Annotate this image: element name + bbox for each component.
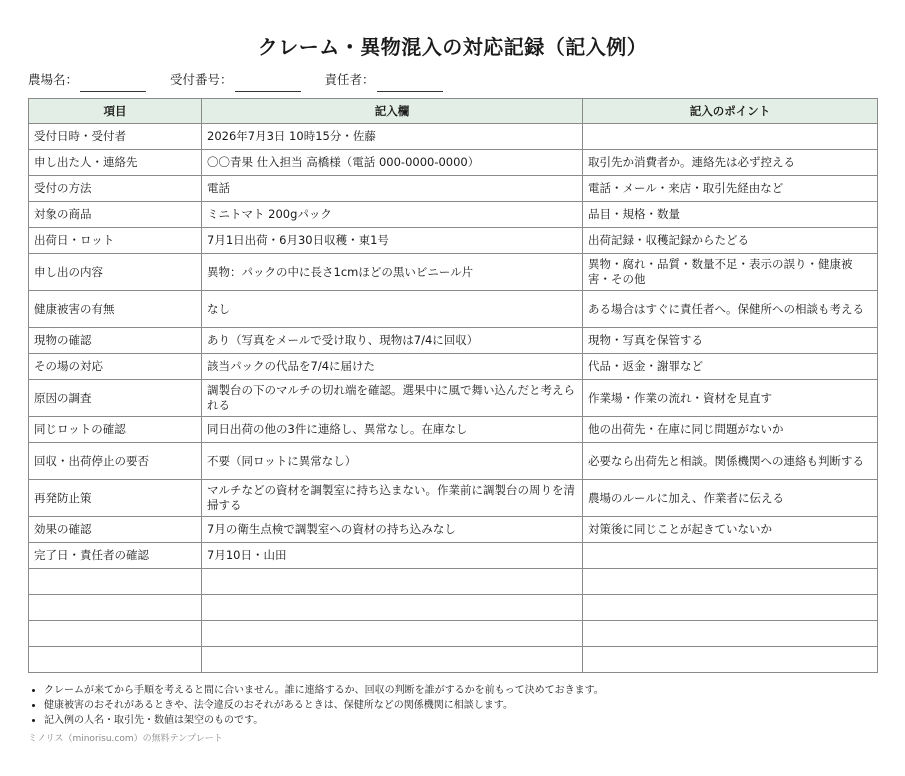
table-row — [29, 380, 878, 417]
manager-blank[interactable] — [377, 76, 443, 92]
entry-cell[interactable]: 該当パックの代品を7/4に届けた — [202, 354, 583, 380]
note-item: • 健康被害のおそれがあるときや、法令違反のおそれがあるときは、保健所などの関係機関に相談します。 — [44, 698, 877, 713]
table-row — [29, 328, 878, 354]
table-row — [29, 595, 878, 621]
item-cell: 回収・出荷停止の要否 — [29, 443, 202, 480]
farm-name-field[interactable] — [28, 68, 146, 92]
table-row — [29, 228, 878, 254]
header-fields — [28, 68, 877, 92]
entry-cell[interactable]: 7月10日・山田 — [202, 543, 583, 569]
point-cell: 出荷記録・収穫記録からたどる — [583, 228, 878, 254]
entry-cell[interactable] — [202, 647, 583, 673]
footer-credit: ミノリス（minorisu.com）の無料テンプレート — [28, 734, 223, 744]
entry-cell[interactable]: 調製台の下のマルチの切れ端を確認。選果中に風で舞い込んだと考えられる — [202, 380, 583, 417]
entry-cell[interactable] — [202, 621, 583, 647]
entry-cell[interactable]: 7月の衛生点検で調製室への資材の持ち込みなし — [202, 517, 583, 543]
table-row — [29, 254, 878, 291]
table-row — [29, 417, 878, 443]
item-cell: その場の対応 — [29, 354, 202, 380]
table-row — [29, 291, 878, 328]
entry-cell[interactable]: 同日出荷の他の3件に連絡し、異常なし。在庫なし — [202, 417, 583, 443]
item-cell: 同じロットの確認 — [29, 417, 202, 443]
table-row — [29, 354, 878, 380]
point-cell: 作業場・作業の流れ・資材を見直す — [583, 380, 878, 417]
entry-cell[interactable]: あり（写真をメールで受け取り、現物は7/4に回収） — [202, 328, 583, 354]
point-cell: 品目・規格・数量 — [583, 202, 878, 228]
point-cell: 対策後に同じことが起きていないか — [583, 517, 878, 543]
column-header-point: 記入のポイント — [583, 99, 878, 124]
table-row — [29, 202, 878, 228]
item-cell: 出荷日・ロット — [29, 228, 202, 254]
table-row — [29, 647, 878, 673]
point-cell: ある場合はすぐに責任者へ。保健所への相談も考える — [583, 291, 878, 328]
entry-cell[interactable]: 7月1日出荷・6月30日収穫・東1号 — [202, 228, 583, 254]
table-row — [29, 517, 878, 543]
item-cell: 受付日時・受付者 — [29, 124, 202, 150]
entry-cell[interactable] — [202, 569, 583, 595]
point-cell: 必要なら出荷先と相談。関係機関への連絡も判断する — [583, 443, 878, 480]
notes-list — [28, 683, 877, 728]
point-cell: 現物・写真を保管する — [583, 328, 878, 354]
point-cell: 電話・メール・来店・取引先経由など — [583, 176, 878, 202]
record-table — [28, 98, 878, 673]
item-cell[interactable] — [29, 621, 202, 647]
table-row — [29, 480, 878, 517]
column-header-entry: 記入欄 — [202, 99, 583, 124]
point-cell — [583, 124, 878, 150]
table-header-row — [29, 99, 878, 124]
receipt-number-label: 受付番号： — [170, 72, 233, 87]
table-row — [29, 569, 878, 595]
point-cell: 農場のルールに加え、作業者に伝える — [583, 480, 878, 517]
item-cell[interactable] — [29, 595, 202, 621]
point-cell[interactable] — [583, 595, 878, 621]
entry-cell[interactable]: 〇〇青果 仕入担当 高橋様（電話 000-0000-0000） — [202, 150, 583, 176]
point-cell: 代品・返金・謝罪など — [583, 354, 878, 380]
entry-cell[interactable]: 2026年7月3日 10時15分・佐藤 — [202, 124, 583, 150]
item-cell[interactable] — [29, 647, 202, 673]
entry-cell[interactable] — [202, 595, 583, 621]
column-header-item: 項目 — [29, 99, 202, 124]
page-title: クレーム・異物混入の対応記録（記入例） — [257, 35, 648, 59]
entry-cell[interactable]: なし — [202, 291, 583, 328]
item-cell: 完了日・責任者の確認 — [29, 543, 202, 569]
point-cell — [583, 543, 878, 569]
table-row — [29, 543, 878, 569]
entry-cell[interactable]: 電話 — [202, 176, 583, 202]
table-row — [29, 443, 878, 480]
item-cell: 現物の確認 — [29, 328, 202, 354]
point-cell[interactable] — [583, 569, 878, 595]
entry-cell[interactable]: 異物：パックの中に長さ1cmほどの黒いビニール片 — [202, 254, 583, 291]
item-cell: 健康被害の有無 — [29, 291, 202, 328]
manager-label: 責任者： — [324, 72, 375, 87]
item-cell: 再発防止策 — [29, 480, 202, 517]
item-cell: 対象の商品 — [29, 202, 202, 228]
point-cell: 取引先か消費者か。連絡先は必ず控える — [583, 150, 878, 176]
point-cell[interactable] — [583, 647, 878, 673]
item-cell: 効果の確認 — [29, 517, 202, 543]
receipt-number-blank[interactable] — [235, 76, 301, 92]
manager-field[interactable] — [325, 68, 443, 92]
point-cell: 異物・腐れ・品質・数量不足・表示の誤り・健康被害・その他 — [583, 254, 878, 291]
farm-name-blank[interactable] — [80, 76, 146, 92]
entry-cell[interactable]: マルチなどの資材を調製室に持ち込まない。作業前に調製台の周りを清掃する — [202, 480, 583, 517]
table-row — [29, 621, 878, 647]
entry-cell[interactable]: ミニトマト 200gパック — [202, 202, 583, 228]
item-cell[interactable] — [29, 569, 202, 595]
table-row — [29, 150, 878, 176]
note-item: • クレームが来てから手順を考えると間に合いません。誰に連絡するか、回収の判断を誰がするかを前もって決めておきます。 — [44, 683, 877, 698]
item-cell: 受付の方法 — [29, 176, 202, 202]
point-cell: 他の出荷先・在庫に同じ問題がないか — [583, 417, 878, 443]
table-row — [29, 124, 878, 150]
table-body — [29, 124, 878, 673]
item-cell: 申し出た人・連絡先 — [29, 150, 202, 176]
note-item: • 記入例の人名・取引先・数値は架空のものです。 — [44, 713, 877, 728]
item-cell: 原因の調査 — [29, 380, 202, 417]
item-cell: 申し出の内容 — [29, 254, 202, 291]
table-row — [29, 176, 878, 202]
farm-name-label: 農場名： — [28, 72, 79, 87]
entry-cell[interactable]: 不要（同ロットに異常なし） — [202, 443, 583, 480]
receipt-number-field[interactable] — [170, 68, 301, 92]
point-cell[interactable] — [583, 621, 878, 647]
record-sheet — [28, 0, 877, 744]
